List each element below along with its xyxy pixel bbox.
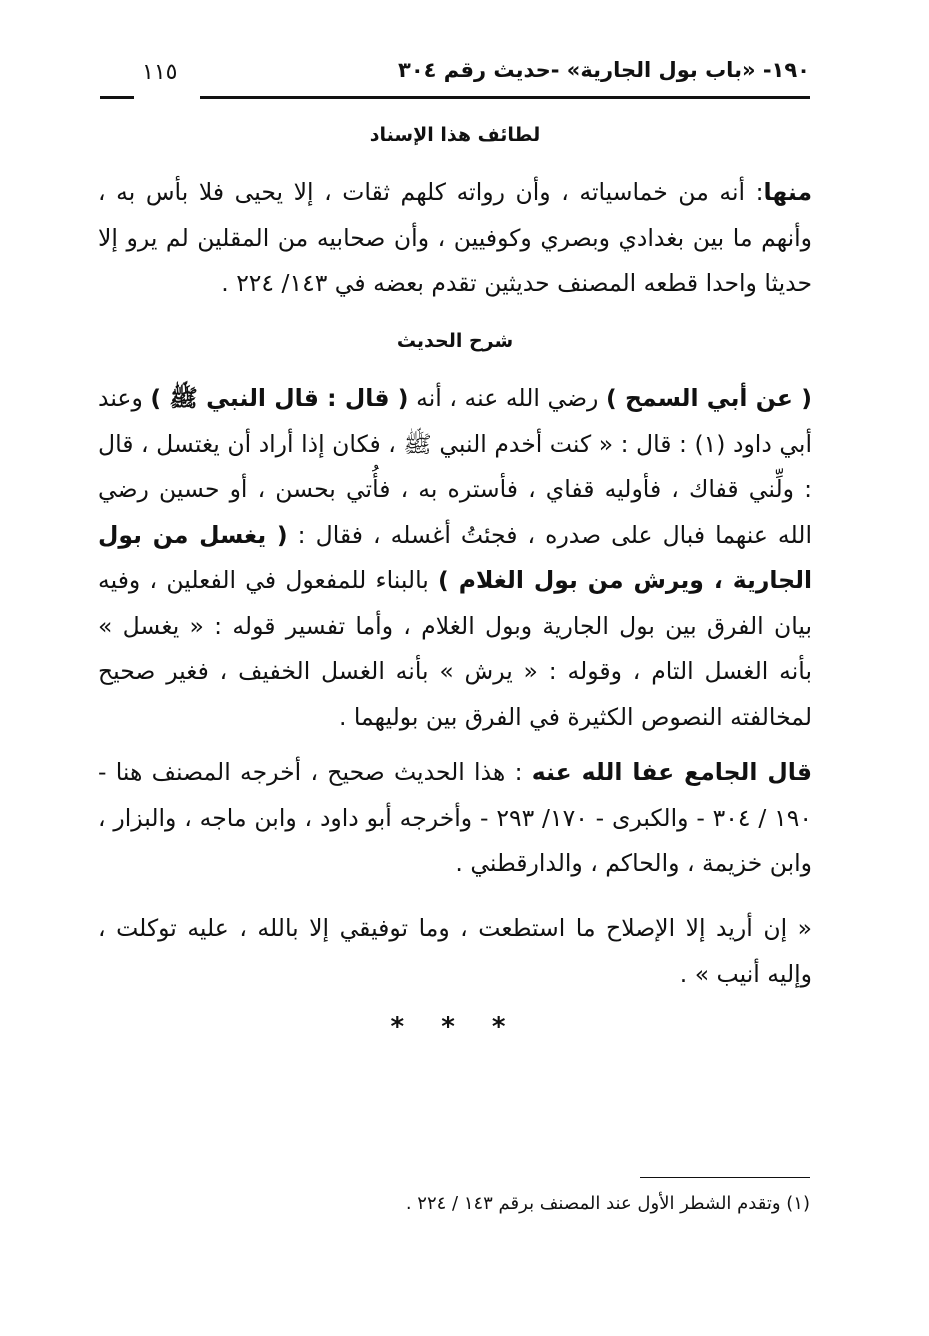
page-number: ١١٥ xyxy=(142,60,178,85)
bold-phrase: ( عن أبي السمح ) xyxy=(605,384,813,412)
paragraph-closing xyxy=(98,906,812,997)
bold-phrase: ( يغسل من بول الجارية ، ويرش من بول الغلام ) xyxy=(98,520,812,594)
paragraph-text: بالبناء للمفعول في الفعلين ، وفيه بيان الفرق بين بول الجارية وبول الغلام ، وأما تفسير قوله : « يغسل » بأنه الغسل التام ، وقوله : « يرش » بأنه الغسل الخفيف ، فغير صحيح لمخالفته النصوص الكثيرة في الفرق بين بوليهما . xyxy=(98,566,812,731)
paragraph-lead: منها xyxy=(763,178,812,206)
paragraph-sharh xyxy=(98,376,812,740)
paragraph-text: رضي الله عنه ، أنه xyxy=(408,384,606,412)
section-title-isnad: لطائف هذا الإسناد xyxy=(369,124,541,146)
paragraph-isnad xyxy=(98,170,812,307)
section-title-sharh: شرح الحديث xyxy=(396,330,514,352)
paragraph-lead: قال الجامع عفا الله عنه xyxy=(531,758,813,786)
paragraph-text: : أنه من خماسياته ، وأن رواته كلهم ثقات ، إلا يحيى فلا بأس به ، وأنهم ما بين بغدادي وبصري وكوفيين ، وأن صحابيه من المقلين لم يرو إلا حديثا واحدا قطعه المصنف حديثين تقدم بعضه في ١٤٣/ ٢٢٤ . xyxy=(98,178,812,297)
footnote: (١) وتقدم الشطر الأول عند المصنف برقم ١٤٣ / ٢٢٤ . xyxy=(405,1193,810,1214)
section-separator: * * * xyxy=(390,1012,520,1042)
running-header xyxy=(100,58,810,102)
footnote-rule xyxy=(640,1177,810,1178)
header-title: ١٩٠- «باب بول الجارية» -حديث رقم ٣٠٤ xyxy=(398,58,810,82)
header-rule xyxy=(200,96,810,99)
paragraph-text: وعند أبي داود (١) : قال : « كنت أخدم النبي ﷺ ، فكان إذا أراد أن يغتسل ، قال : ولِّني قفاك ، فأوليه قفاي ، فأستره به ، فأُتي بحسن ، أو حسين رضي الله عنهما فبال على صدره ، فجئتُ أغسله ، فقال : xyxy=(98,384,812,549)
header-rule-left xyxy=(100,96,134,99)
closing-text: « إن أريد إلا الإصلاح ما استطعت ، وما توفيقي إلا بالله ، عليه توكلت ، وإليه أنيب » . xyxy=(98,914,812,988)
paragraph-takhrij xyxy=(98,750,812,887)
paragraph-text: : هذا الحديث صحيح ، أخرجه المصنف هنا - ١٩٠ / ٣٠٤ - والكبرى - ١٧٠/ ٢٩٣ - وأخرجه أبو داود ، وابن ماجه ، والبزار ، وابن خزيمة ، والحاكم ، والدارقطني . xyxy=(98,758,812,877)
bold-phrase: ( قال : قال النبي ﷺ ) xyxy=(150,384,409,412)
